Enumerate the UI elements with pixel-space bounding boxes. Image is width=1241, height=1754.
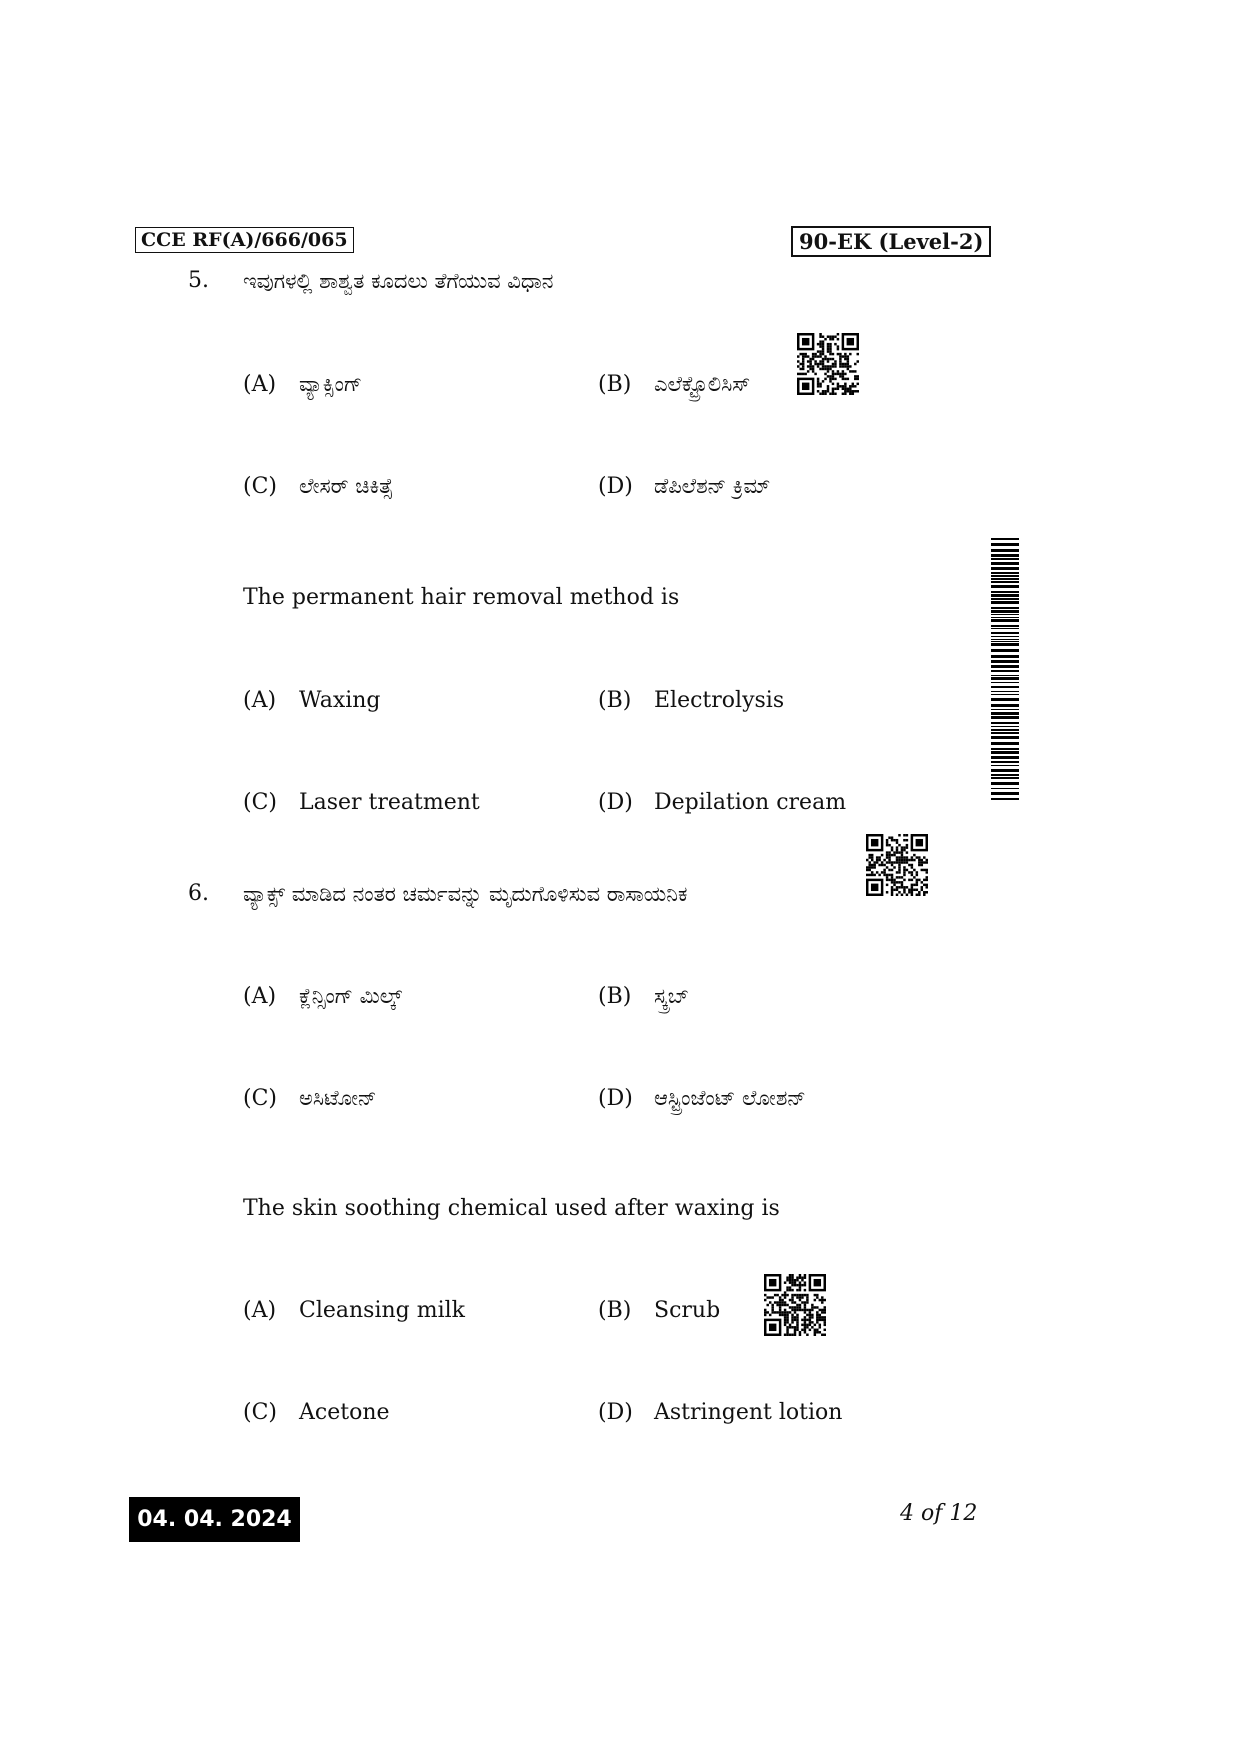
option-text: ಡೆಪಿಲೆಶನ್ ಕ್ರಿಮ್ (654, 474, 771, 498)
option-label: (C) (243, 474, 277, 499)
option-label: (B) (598, 1298, 632, 1323)
option-d-kannada (598, 473, 770, 500)
option-d-english (598, 1400, 842, 1426)
question-number: 6. (188, 881, 209, 906)
option-a-english (243, 1298, 465, 1324)
option-text: ಆಸ್ಟ್ರಿಂಜೆಂಟ್ ಲೋಶನ್ (654, 1086, 806, 1110)
qr-code-icon (797, 333, 859, 395)
option-text: Acetone (299, 1400, 390, 1425)
option-label: (B) (598, 372, 632, 397)
paper-code: CCE RF(A)/666/065 (135, 227, 354, 253)
option-text: Electrolysis (654, 688, 785, 713)
option-b-english (598, 1298, 720, 1324)
question-text-kannada: ಇವುಗಳಲ್ಲಿ ಶಾಶ್ವತ ಕೂದಲು ತೆಗೆಯುವ ವಿಧಾನ (243, 269, 554, 293)
option-a-english (243, 688, 381, 714)
option-b-kannada (598, 983, 689, 1010)
option-label: (A) (243, 372, 277, 397)
question-text-english: The skin soothing chemical used after waxing is (243, 1196, 780, 1221)
option-text: Cleansing milk (299, 1298, 466, 1323)
barcode-icon (991, 538, 1019, 803)
option-text: ಸ್ಕ್ರಬ್ (654, 984, 689, 1008)
option-c-english (243, 1400, 390, 1426)
option-text: Astringent lotion (654, 1400, 843, 1425)
option-b-kannada (598, 371, 750, 398)
option-label: (D) (598, 790, 633, 815)
question-text-english: The permanent hair removal method is (243, 585, 680, 610)
qr-code-icon (764, 1274, 826, 1336)
option-label: (A) (243, 1298, 277, 1323)
option-label: (A) (243, 984, 277, 1009)
option-a-kannada (243, 983, 402, 1010)
option-text: Depilation cream (654, 790, 847, 815)
option-label: (C) (243, 1400, 277, 1425)
option-text: ವ್ಯಾಕ್ಸಿಂಗ್ (299, 372, 363, 396)
question-number: 5. (188, 268, 209, 293)
option-d-english (598, 790, 846, 816)
option-label: (D) (598, 1086, 633, 1111)
question-text-kannada: ವ್ಯಾಕ್ಸ್ ಮಾಡಿದ ನಂತರ ಚರ್ಮವನ್ನು ಮೃದುಗೊಳಿಸುವ ರಾಸಾಯನಿಕ (243, 882, 688, 906)
option-label: (C) (243, 790, 277, 815)
option-c-english (243, 790, 480, 816)
exam-level-code: 90-EK (Level-2) (791, 226, 991, 257)
option-text: ಅಸಿಟೋನ್ (299, 1086, 377, 1110)
option-text: ಲೇಸರ್ ಚಿಕಿತ್ಸೆ (299, 474, 394, 498)
option-label: (C) (243, 1086, 277, 1111)
option-label: (D) (598, 474, 633, 499)
option-a-kannada (243, 371, 362, 398)
qr-code-icon (866, 834, 928, 896)
exam-date: 04. 04. 2024 (129, 1497, 300, 1542)
option-label: (B) (598, 984, 632, 1009)
option-c-kannada (243, 473, 393, 500)
page-number: 4 of 12 (900, 1501, 978, 1526)
option-c-kannada (243, 1085, 377, 1112)
option-label: (B) (598, 688, 632, 713)
option-text: Waxing (299, 688, 381, 713)
option-text: Scrub (654, 1298, 721, 1323)
option-text: ಎಲೆಕ್ಟ್ರೊಲಿಸಿಸ್ (654, 372, 751, 396)
option-b-english (598, 688, 784, 714)
option-label: (D) (598, 1400, 633, 1425)
option-text: ಕ್ಲೆನ್ಸಿಂಗ್ ಮಿಲ್ಕ್ (299, 984, 403, 1008)
option-d-kannada (598, 1085, 806, 1112)
option-text: Laser treatment (299, 790, 480, 815)
option-label: (A) (243, 688, 277, 713)
